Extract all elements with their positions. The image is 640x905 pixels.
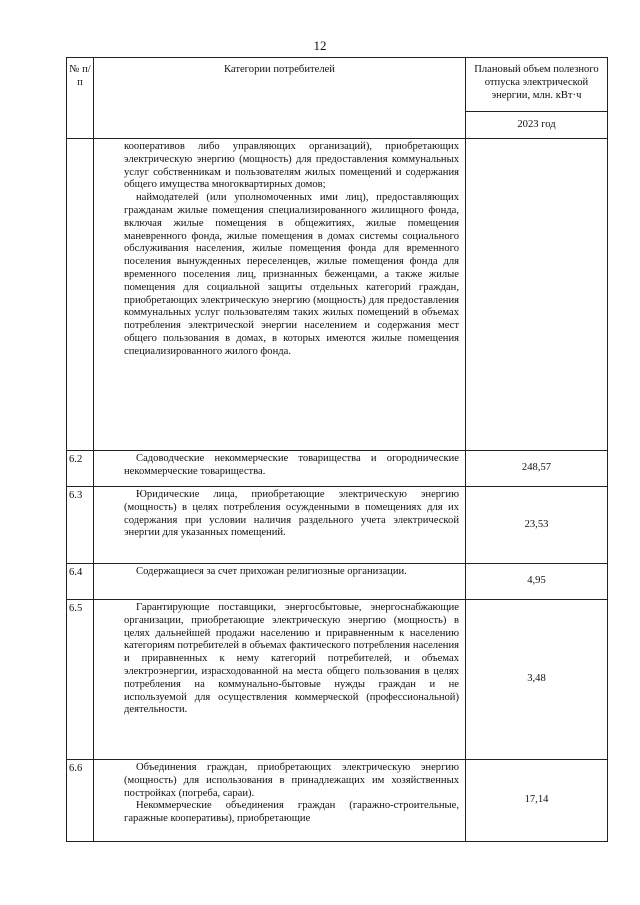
row-description bbox=[94, 487, 466, 564]
header-year: 2023 год bbox=[466, 112, 608, 139]
row-number: 6.2 bbox=[67, 451, 94, 487]
row-description bbox=[94, 451, 466, 487]
consumer-table bbox=[66, 57, 608, 842]
row-paragraph: Садоводческие некоммерческие товарищества и огороднические некоммерческие товарищества. bbox=[124, 453, 459, 477]
table-row bbox=[67, 600, 608, 760]
header-number: № п/п bbox=[67, 58, 94, 139]
header-category: Категории потребителей bbox=[94, 58, 466, 139]
row-value: 17,14 bbox=[466, 760, 608, 842]
row-value: 248,57 bbox=[466, 451, 608, 487]
row-paragraph: Содержащиеся за счет прихожан религиозные организации. bbox=[136, 566, 407, 577]
table-row bbox=[67, 139, 608, 451]
row-number bbox=[67, 139, 94, 451]
row-number: 6.6 bbox=[67, 760, 94, 842]
row-description bbox=[94, 600, 466, 760]
row-paragraph: кооперативов либо управляющих организаций), приобретающих электрическую энергию (мощность) для предоставления коммунальных услуг собственникам и пользователям жилых помещений и содержания общего имущества многоквартирных домов; bbox=[124, 141, 459, 191]
row-value: 3,48 bbox=[466, 600, 608, 760]
table-row bbox=[67, 760, 608, 842]
table-row bbox=[67, 564, 608, 600]
table-row bbox=[67, 451, 608, 487]
row-description bbox=[94, 564, 466, 600]
row-value: 4,95 bbox=[466, 564, 608, 600]
header-volume: Плановый объем полезного отпуска электрической энергии, млн. кВт·ч bbox=[466, 58, 608, 112]
row-value bbox=[466, 139, 608, 451]
row-description bbox=[94, 760, 466, 842]
table-row bbox=[67, 487, 608, 564]
row-number: 6.3 bbox=[67, 487, 94, 564]
row-paragraph: Некоммерческие объединения граждан (гаражно-строительные, гаражные кооперативы), приобретающие bbox=[124, 800, 459, 825]
row-number: 6.5 bbox=[67, 600, 94, 760]
row-value: 23,53 bbox=[466, 487, 608, 564]
row-number: 6.4 bbox=[67, 564, 94, 600]
row-paragraph: Объединения граждан, приобретающих электрическую энергию (мощность) для использования в принадлежащих им хозяйственных постройках (погреба, сараи). bbox=[124, 762, 459, 799]
row-paragraph: наймодателей (или уполномоченных ими лиц), предоставляющих гражданам жилые помещения специализированного жилищного фонда, включая жилые помещения в общежитиях, жилые помещения маневренного фонда, жилые помещения в домах системы социального обслуживания населения, жилые помещения фонда для временного поселения вынужденных переселенцев, жилые помещения фонда для временного поселения лиц, признанных беженцами, а также жилые помещения для социальной защиты отдельных категорий граждан, приобретающих электрическую энергию (мощность) для предоставления коммунальных услуг пользователям таких жилых помещений в объемах потребления электрической энергии населением и содержания мест общего пользования в домах, в которых имеются жилые помещения специализированного жилого фонда. bbox=[124, 192, 459, 357]
row-description bbox=[94, 139, 466, 451]
page-number: 12 bbox=[313, 38, 327, 53]
row-paragraph: Юридические лица, приобретающие электрическую энергию (мощность) в целях потребления осужденными в помещениях для их содержания при условии наличия раздельного учета электрической энергии для указанных помещений. bbox=[124, 489, 459, 539]
table-header-row bbox=[67, 58, 608, 112]
row-paragraph: Гарантирующие поставщики, энергосбытовые, энергоснабжающие организации, приобретающие электрическую энергию (мощность) в целях дальнейшей продажи населению и приравненным к населению категориям потребителей в объемах фактического потребления населения и приравненных к нему категорий потребителей, и объемах электроэнергии, израсходованной на места общего пользования в целях потребления на коммунально-бытовые нужды граждан и не используемой для осуществления коммерческой (профессиональной) деятельности. bbox=[124, 602, 459, 716]
